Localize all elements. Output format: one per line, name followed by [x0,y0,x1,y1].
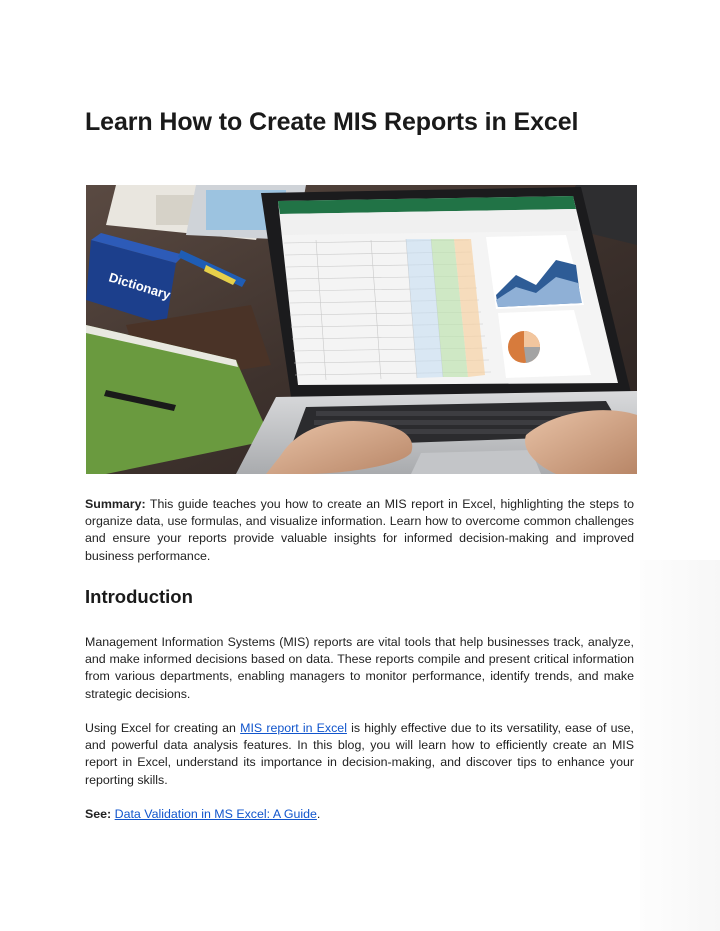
introduction-heading: Introduction [85,586,193,607]
mis-report-link[interactable]: MIS report in Excel [240,721,347,735]
page-edge-shade [640,560,720,931]
see-label: See: [85,807,112,821]
dictionary-label: Dictionary [107,269,173,303]
summary-text: This guide teaches you how to create an MIS report in Excel, highlighting the steps to organize data, use formulas, and visualize information. Learn how to overcome common challenges and ensure your reports provide valuable insights for informed decision-making and improved business performance. [85,497,634,563]
hero-image [86,185,637,474]
intro-paragraph-2-end: is highly effective due to its versatility, ease of use, and powerful data analysis features. In this blog, you will learn how to efficiently create an MIS report in Excel, understand its importance in decision-making, and discover tips to enhance your reporting skills. [85,721,634,787]
intro-paragraph-1: Management Information Systems (MIS) reports are vital tools that help businesses track, analyze, and make informed decisions based on data. These reports compile and present critical information from various departments, enabling managers to monitor performance, identify trends, and make strategic decisions. [85,635,634,701]
intro-paragraph-2-start: Using Excel for creating an [85,721,241,735]
laptop-excel-photo-icon [86,185,637,474]
see-period: . [316,807,321,821]
intro-paragraph-2 [85,720,634,789]
data-validation-link[interactable]: Data Validation in MS Excel: A Guide [114,807,317,821]
summary-label: Summary: [85,497,146,511]
see-also-line [85,806,634,823]
page-title: Learn How to Create MIS Reports in Excel [85,108,579,136]
summary-paragraph [85,496,634,565]
